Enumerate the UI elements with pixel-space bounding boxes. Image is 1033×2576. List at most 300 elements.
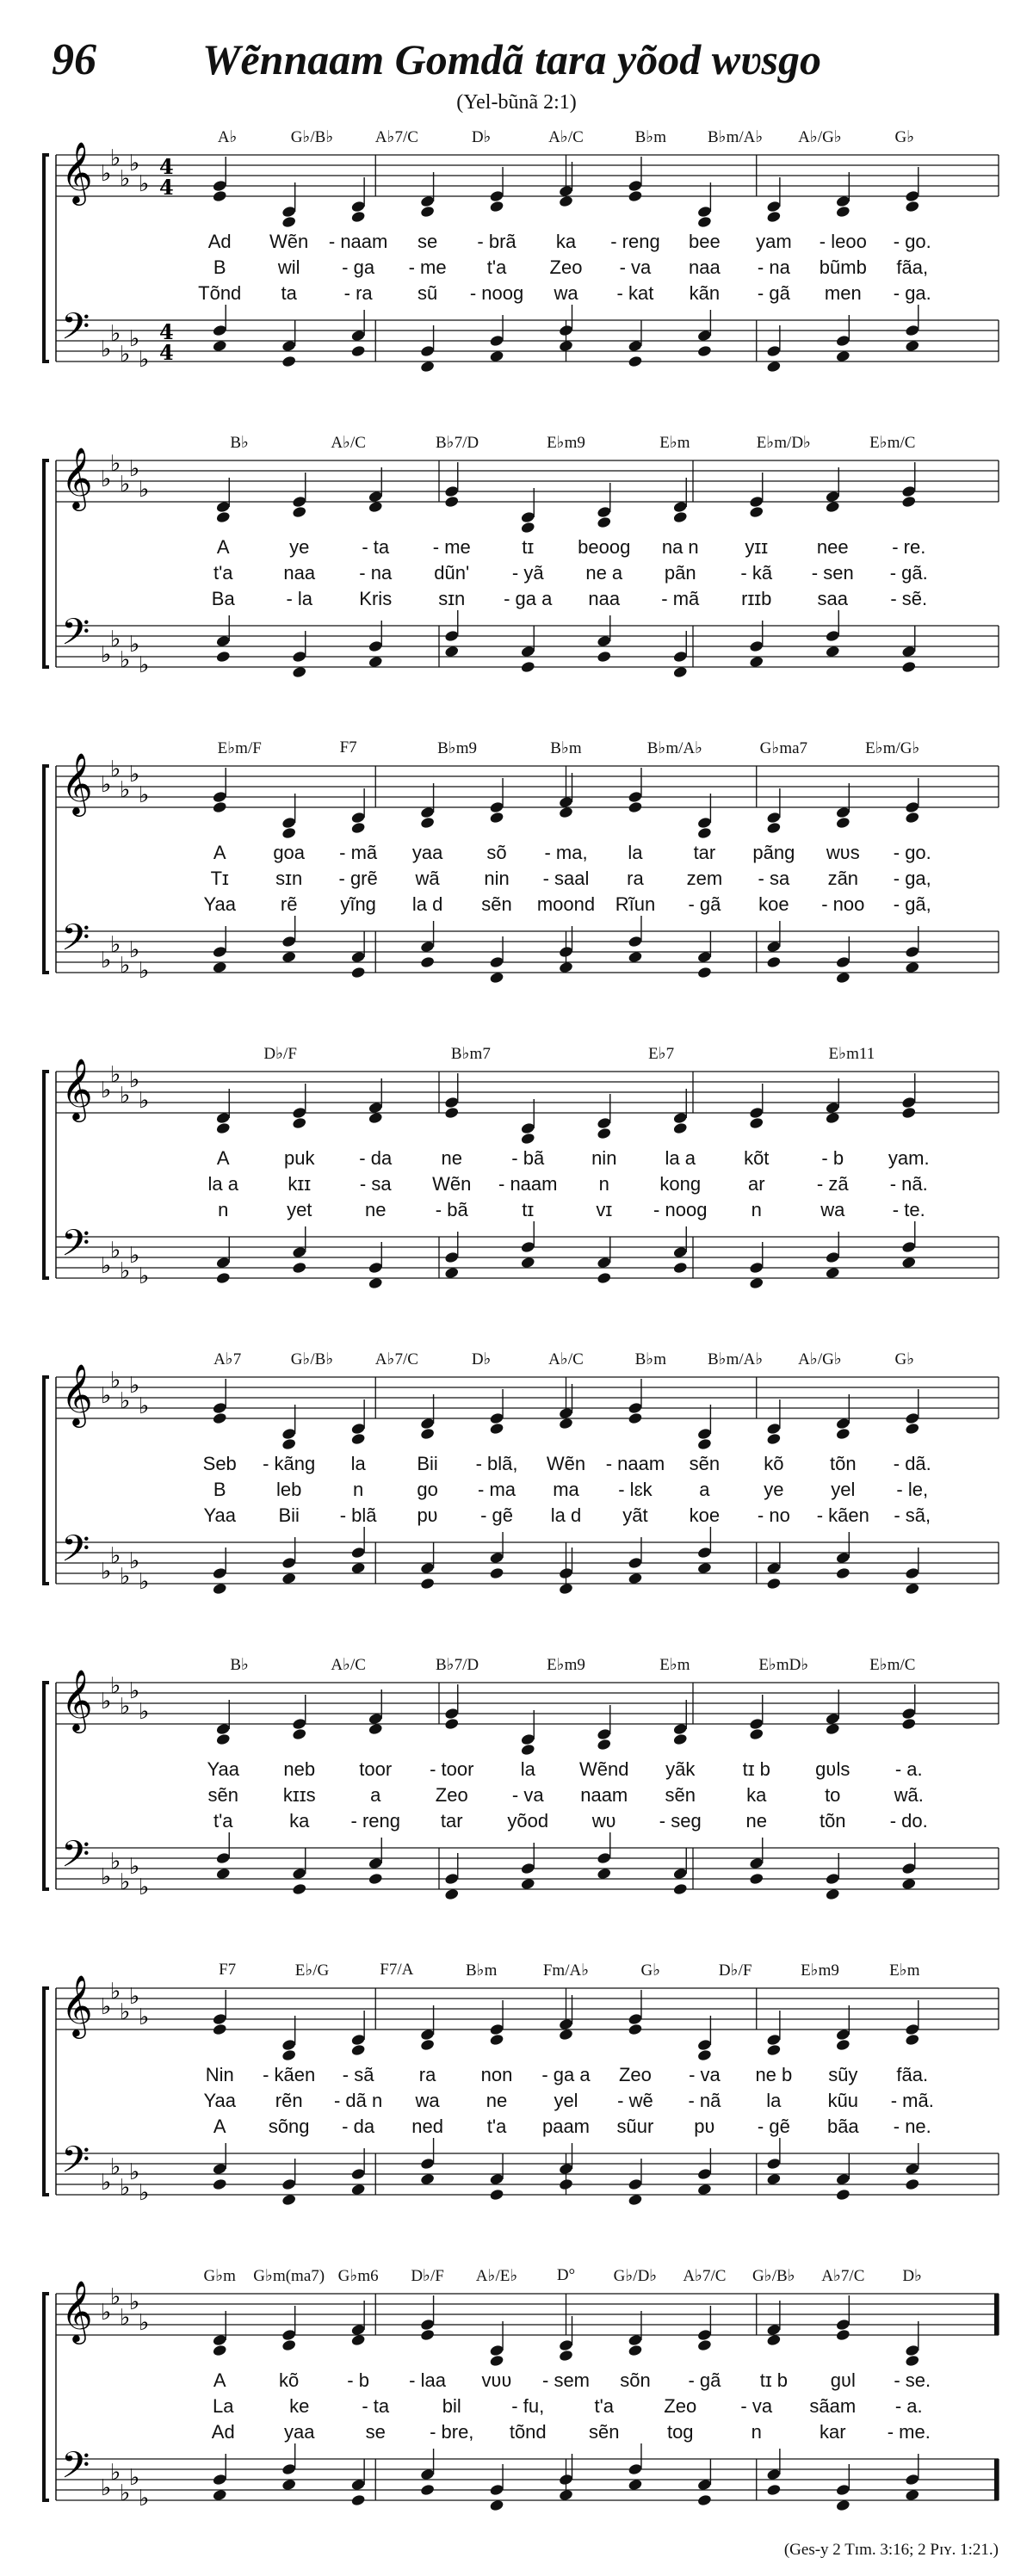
chord-symbol: B♭m/A♭ — [646, 739, 703, 757]
note-head — [444, 495, 460, 508]
lyric-syllable: n — [751, 1199, 762, 1220]
chord-symbol: E♭m9 — [801, 1961, 839, 1980]
lyric-syllable: - ga. — [893, 282, 931, 304]
note-head — [215, 1867, 231, 1880]
chord-symbol: B♭m — [550, 739, 582, 757]
treble-staff — [56, 1377, 999, 1418]
note-head — [766, 1561, 782, 1574]
note-head — [597, 634, 612, 647]
bass-staff — [56, 1542, 999, 1584]
note-head — [905, 2473, 920, 2486]
lyric-syllable: a — [370, 1784, 381, 1806]
bass-staff — [56, 2153, 999, 2195]
note-head — [628, 339, 643, 352]
note-head — [835, 1427, 851, 1440]
lyric-syllable: Zeo — [435, 1784, 468, 1806]
note-head — [559, 2349, 574, 2362]
note-head — [766, 2333, 782, 2346]
note-head — [489, 2344, 504, 2357]
key-flat-icon: ♭ — [139, 477, 150, 503]
note-head — [215, 1111, 231, 1124]
note-head — [489, 349, 504, 362]
note-head — [281, 2038, 297, 2051]
note-head — [597, 505, 612, 518]
note-head — [697, 2038, 713, 2051]
system-5 — [0, 1343, 1033, 1648]
lyric-syllable: yɪɪ — [745, 536, 769, 558]
note-head — [559, 324, 574, 337]
note-head — [628, 2478, 643, 2491]
note-head — [368, 1722, 383, 1735]
key-flat-icon: ♭ — [101, 1864, 112, 1890]
key-flat-icon: ♭ — [120, 647, 131, 673]
note-head — [489, 1412, 504, 1424]
key-flat-icon: ♭ — [101, 948, 112, 973]
key-flat-icon: ♭ — [139, 958, 150, 984]
note-head — [905, 2488, 920, 2501]
lyric-line-verse-1 — [0, 2369, 1033, 2395]
lyric-syllable: n — [751, 2421, 762, 2443]
key-flat-icon: ♭ — [129, 937, 140, 963]
note-head — [212, 2023, 227, 2035]
lyric-syllable: A — [216, 536, 230, 558]
lyric-syllable: yam — [756, 231, 792, 252]
note-head — [835, 806, 851, 819]
lyric-syllable: bee — [689, 231, 721, 252]
note-head — [212, 2488, 227, 2501]
note-head — [835, 955, 851, 968]
note-head — [281, 215, 297, 228]
key-flat-icon: ♭ — [110, 627, 121, 652]
note-head — [628, 2344, 643, 2357]
lyric-syllable: - leoo — [819, 231, 867, 252]
lyric-syllable: n — [353, 1479, 364, 1500]
lyric-line-verse-2 — [0, 1479, 1033, 1504]
key-flat-icon: ♭ — [101, 466, 112, 492]
note-head — [489, 189, 504, 202]
chord-symbol: F7 — [219, 1961, 237, 1979]
note-head — [292, 505, 307, 518]
lyric-syllable: goa — [273, 842, 306, 863]
lyric-syllable: ra — [418, 2064, 436, 2085]
note-head — [368, 655, 383, 668]
note-head — [420, 360, 436, 373]
lyric-syllable: wã — [415, 868, 440, 889]
note-head — [281, 816, 297, 829]
note-head — [766, 2323, 782, 2336]
lyric-syllable: - ta — [362, 2395, 390, 2417]
key-flat-icon: ♭ — [120, 953, 131, 979]
note-head — [489, 2354, 504, 2367]
note-head — [766, 2483, 782, 2496]
note-head — [368, 1856, 383, 1869]
lyric-syllable: Yaa — [203, 893, 236, 915]
note-head — [368, 1712, 383, 1725]
note-head — [672, 650, 688, 663]
note-head — [628, 2178, 643, 2190]
note-head — [825, 1101, 840, 1114]
note-head — [672, 1722, 688, 1735]
lyric-syllable: Bii — [278, 1504, 300, 1526]
lyric-syllable: sẽn — [665, 1784, 696, 1806]
lyric-syllable: moond — [536, 893, 596, 915]
key-flat-icon: ♭ — [110, 145, 121, 171]
key-flat-icon: ♭ — [101, 1383, 112, 1409]
note-head — [350, 200, 366, 213]
chord-symbol: D♭ — [471, 128, 492, 146]
lyric-syllable: Wẽnd — [579, 1758, 629, 1780]
note-head — [215, 634, 231, 647]
system-3 — [0, 732, 1033, 1037]
lyric-syllable: - do. — [889, 1810, 928, 1832]
key-flat-icon: ♭ — [139, 1699, 150, 1725]
note-head — [350, 966, 366, 979]
note-head — [350, 2043, 366, 2056]
lyric-syllable: - sã — [342, 2064, 374, 2085]
chord-symbol: A♭/G♭ — [798, 128, 842, 146]
note-head — [212, 1401, 227, 1414]
key-flat-icon: ♭ — [110, 1238, 121, 1263]
lyric-syllable: - noo — [821, 893, 865, 915]
lyric-syllable: Yaa — [207, 1758, 240, 1780]
note-head — [697, 2183, 713, 2196]
note-head — [835, 1417, 851, 1430]
lyric-syllable: sãam — [809, 2395, 857, 2417]
note-head — [520, 1132, 535, 1145]
lyric-syllable: koe — [689, 1504, 721, 1526]
lyric-syllable: sẽn — [207, 1784, 238, 1806]
key-flat-icon: ♭ — [139, 1393, 150, 1419]
lyric-line-verse-1 — [0, 1147, 1033, 1173]
lyric-syllable: kɪɪ — [288, 1173, 312, 1195]
key-flat-icon: ♭ — [120, 2175, 131, 2201]
note-head — [350, 1422, 366, 1435]
note-head — [350, 1561, 366, 1574]
lyric-syllable: tar — [693, 842, 716, 863]
key-flat-icon: ♭ — [110, 451, 121, 477]
key-flat-icon: ♭ — [120, 2480, 131, 2506]
note-head — [835, 2499, 851, 2511]
note-head — [825, 500, 840, 513]
lyric-syllable: - gã, — [893, 893, 931, 915]
lyric-syllable: - gã — [757, 282, 790, 304]
note-head — [292, 1727, 307, 1740]
lyric-syllable: - la — [286, 588, 313, 609]
note-head — [901, 1240, 917, 1253]
chord-symbol: B♭m/A♭ — [707, 128, 764, 146]
lyric-syllable: - bre, — [430, 2421, 474, 2443]
treble-staff — [56, 766, 999, 807]
system-4 — [0, 1037, 1033, 1343]
key-flat-icon: ♭ — [129, 1984, 140, 2010]
note-head — [597, 650, 612, 663]
lyric-syllable: yãk — [665, 1758, 696, 1780]
lyric-line-verse-3 — [0, 282, 1033, 308]
chord-symbol: A♭7/C — [374, 128, 418, 146]
lyric-line-verse-2 — [0, 256, 1033, 282]
lyric-line-verse-2 — [0, 868, 1033, 893]
note-head — [905, 200, 920, 213]
note-head — [835, 195, 851, 207]
note-head — [901, 1096, 917, 1109]
lyric-syllable: ta — [281, 282, 297, 304]
lyric-syllable: - sen — [811, 562, 854, 584]
note-head — [749, 1856, 764, 1869]
note-head — [835, 2328, 851, 2341]
note-head — [559, 1566, 574, 1579]
bass-clef-icon: 𝄢 — [61, 1833, 90, 1885]
bass-staff — [56, 320, 999, 361]
treble-clef-icon: 𝄞 — [61, 1974, 93, 2036]
note-head — [672, 1245, 688, 1258]
note-head — [672, 665, 688, 678]
note-head — [835, 2318, 851, 2331]
note-head — [520, 645, 535, 658]
chord-symbol: E♭m/D♭ — [756, 434, 811, 452]
treble-clef-icon: 𝄞 — [61, 1668, 93, 1731]
note-head — [489, 2483, 504, 2496]
note-head — [368, 1101, 383, 1114]
key-flat-icon: ♭ — [120, 777, 131, 803]
lyric-syllable: wʋ — [591, 1810, 616, 1832]
chord-symbol: B♭m/A♭ — [707, 1350, 764, 1368]
lyric-syllable: non — [480, 2064, 513, 2085]
note-head — [212, 189, 227, 202]
lyric-syllable: t'a — [486, 256, 507, 278]
lyric-syllable: ne a — [585, 562, 623, 584]
lyric-syllable: - nã. — [889, 1173, 928, 1195]
lyric-syllable: ka — [289, 1810, 310, 1832]
key-flat-icon: ♭ — [120, 1258, 131, 1284]
note-head — [559, 195, 574, 207]
note-head — [292, 1116, 307, 1129]
lyric-syllable: - reng — [610, 231, 660, 252]
chord-symbol: A♭/C — [548, 128, 584, 146]
note-head — [420, 2038, 436, 2051]
note-head — [368, 639, 383, 652]
chord-symbol: A♭ — [217, 128, 238, 146]
chord-symbol: G♭ma7 — [759, 739, 808, 757]
lyric-syllable: a — [699, 1479, 710, 1500]
key-flat-icon: ♭ — [110, 932, 121, 958]
final-barline — [994, 2294, 999, 2335]
note-head — [597, 1116, 612, 1129]
note-head — [672, 500, 688, 513]
lyric-syllable: vɪ — [596, 1199, 613, 1220]
note-head — [212, 945, 227, 958]
note-head — [905, 961, 920, 973]
lyric-syllable: - reng — [350, 1810, 400, 1832]
lyric-syllable: - na — [359, 562, 393, 584]
lyric-syllable: - da — [342, 2116, 375, 2137]
lyric-line-verse-2 — [0, 562, 1033, 588]
key-flat-icon: ♭ — [110, 2154, 121, 2180]
note-head — [905, 2354, 920, 2367]
note-head — [520, 1743, 535, 1756]
note-head — [489, 334, 504, 347]
lyric-syllable: A — [216, 1147, 230, 1169]
note-head — [559, 184, 574, 197]
chord-symbol: A♭7/C — [683, 2267, 727, 2285]
note-head — [489, 1566, 504, 1579]
lyric-line-verse-1 — [0, 231, 1033, 256]
lyric-syllable: - noog — [653, 1199, 708, 1220]
note-head — [559, 2017, 574, 2030]
note-head — [420, 344, 436, 357]
lyric-syllable: tõnd — [509, 2421, 547, 2443]
note-head — [292, 665, 307, 678]
treble-clef-icon: 𝄞 — [61, 751, 93, 814]
note-head — [697, 950, 713, 963]
key-flat-icon: ♭ — [129, 1548, 140, 1574]
note-head — [672, 1121, 688, 1134]
lyric-syllable: - grẽ — [338, 868, 378, 889]
note-head — [835, 334, 851, 347]
key-flat-icon: ♭ — [101, 337, 112, 362]
lyric-syllable: koe — [758, 893, 789, 915]
lyric-syllable: nee — [816, 536, 849, 558]
note-head — [292, 1867, 307, 1880]
lyric-syllable: ne — [486, 2090, 508, 2111]
lyric-syllable: - seg — [659, 1810, 702, 1832]
note-head — [212, 2473, 227, 2486]
lyric-syllable: Wẽn — [269, 231, 309, 252]
key-flat-icon: ♭ — [101, 2475, 112, 2501]
chord-symbol: D♭/F — [411, 2267, 444, 2285]
chord-symbol: A♭/G♭ — [798, 1350, 842, 1368]
lyric-syllable: la d — [550, 1504, 582, 1526]
note-head — [825, 490, 840, 503]
chord-symbol: A♭/C — [548, 1350, 584, 1368]
note-head — [420, 2028, 436, 2041]
key-flat-icon: ♭ — [139, 347, 150, 373]
lyric-syllable: - va — [511, 1784, 544, 1806]
note-head — [281, 935, 297, 948]
note-head — [489, 800, 504, 813]
note-head — [215, 1851, 231, 1864]
note-head — [905, 1422, 920, 1435]
note-head — [905, 324, 920, 337]
key-flat-icon: ♭ — [101, 161, 112, 187]
lyric-syllable: yaa — [284, 2421, 315, 2443]
note-head — [901, 1707, 917, 1720]
lyric-syllable: la — [628, 842, 643, 863]
key-flat-icon: ♭ — [129, 1854, 140, 1880]
note-head — [489, 1551, 504, 1564]
note-head — [825, 645, 840, 658]
note-head — [350, 2183, 366, 2196]
key-flat-icon: ♭ — [120, 1083, 131, 1109]
note-head — [628, 2023, 643, 2035]
key-flat-icon: ♭ — [139, 2180, 150, 2206]
lyric-syllable: nin — [591, 1147, 617, 1169]
note-head — [350, 344, 366, 357]
lyric-syllable: - noog — [469, 282, 524, 304]
note-head — [697, 2167, 713, 2180]
lyric-syllable: la — [766, 2090, 782, 2111]
note-head — [825, 1251, 840, 1263]
chord-symbol: G♭/D♭ — [613, 2267, 658, 2285]
note-head — [672, 1867, 688, 1880]
note-head — [766, 2157, 782, 2170]
note-head — [281, 1437, 297, 1450]
chord-symbol: A♭7/C — [374, 1350, 418, 1368]
hymn-footnote: (Ges-y 2 Tɪm. 3:16; 2 Pɪʏ. 1:21.) — [783, 2541, 999, 2559]
lyric-syllable: - b — [347, 2369, 369, 2391]
lyric-syllable: kãn — [689, 282, 721, 304]
lyric-syllable: Ba — [211, 588, 235, 609]
lyric-line-verse-1 — [0, 842, 1033, 868]
lyric-syllable: Zeo — [618, 2064, 652, 2085]
lyric-syllable: Yaa — [203, 2090, 236, 2111]
lyric-syllable: Seb — [202, 1453, 237, 1474]
key-flat-icon: ♭ — [120, 166, 131, 192]
bass-clef-icon: 𝄢 — [61, 917, 90, 968]
bass-staff — [56, 626, 999, 667]
note-head — [368, 490, 383, 503]
lyric-syllable: - va — [689, 2064, 721, 2085]
system-7 — [0, 1954, 1033, 2259]
lyric-syllable: - na — [757, 256, 790, 278]
key-flat-icon: ♭ — [139, 782, 150, 808]
chord-symbol: E♭m/C — [869, 434, 916, 452]
lyric-syllable: - fu, — [511, 2395, 545, 2417]
chord-symbol: A♭7/C — [821, 2267, 865, 2285]
lyric-syllable: Kris — [359, 588, 393, 609]
note-head — [420, 955, 436, 968]
lyric-syllable: t'a — [486, 2116, 507, 2137]
note-head — [901, 1256, 917, 1269]
key-flat-icon: ♭ — [129, 326, 140, 352]
note-head — [520, 1733, 535, 1745]
lyric-syllable: go — [417, 1479, 438, 1500]
note-head — [212, 790, 227, 803]
note-head — [444, 485, 460, 497]
note-head — [697, 344, 713, 357]
note-head — [697, 2328, 713, 2341]
lyric-syllable: sõ — [486, 842, 507, 863]
lyric-syllable: Ad — [211, 2421, 235, 2443]
lyric-syllable: naa — [283, 562, 316, 584]
note-head — [444, 629, 460, 642]
chord-symbol: D♭/F — [263, 1045, 297, 1063]
note-head — [628, 1412, 643, 1424]
note-head — [420, 1427, 436, 1440]
lyric-syllable: - se. — [894, 2369, 931, 2391]
lyric-syllable: gʋls — [815, 1758, 851, 1780]
note-head — [597, 1851, 612, 1864]
chord-symbol: B♭m — [634, 1350, 667, 1368]
key-flat-icon: ♭ — [129, 2465, 140, 2491]
note-head — [766, 821, 782, 834]
note-head — [749, 505, 764, 518]
note-head — [281, 826, 297, 839]
key-flat-icon: ♭ — [129, 2159, 140, 2185]
lyric-syllable: leb — [275, 1479, 302, 1500]
lyric-syllable: - sẽ. — [890, 588, 928, 609]
note-head — [749, 655, 764, 668]
note-head — [628, 1572, 643, 1585]
note-head — [212, 1582, 227, 1595]
note-head — [281, 2478, 297, 2491]
note-head — [281, 1427, 297, 1440]
lyric-line-verse-2 — [0, 2090, 1033, 2116]
note-head — [597, 1867, 612, 1880]
lyric-syllable: ne — [441, 1147, 462, 1169]
lyric-syllable: - naam — [328, 231, 388, 252]
note-head — [489, 200, 504, 213]
lyric-syllable: rẽ — [280, 893, 298, 915]
